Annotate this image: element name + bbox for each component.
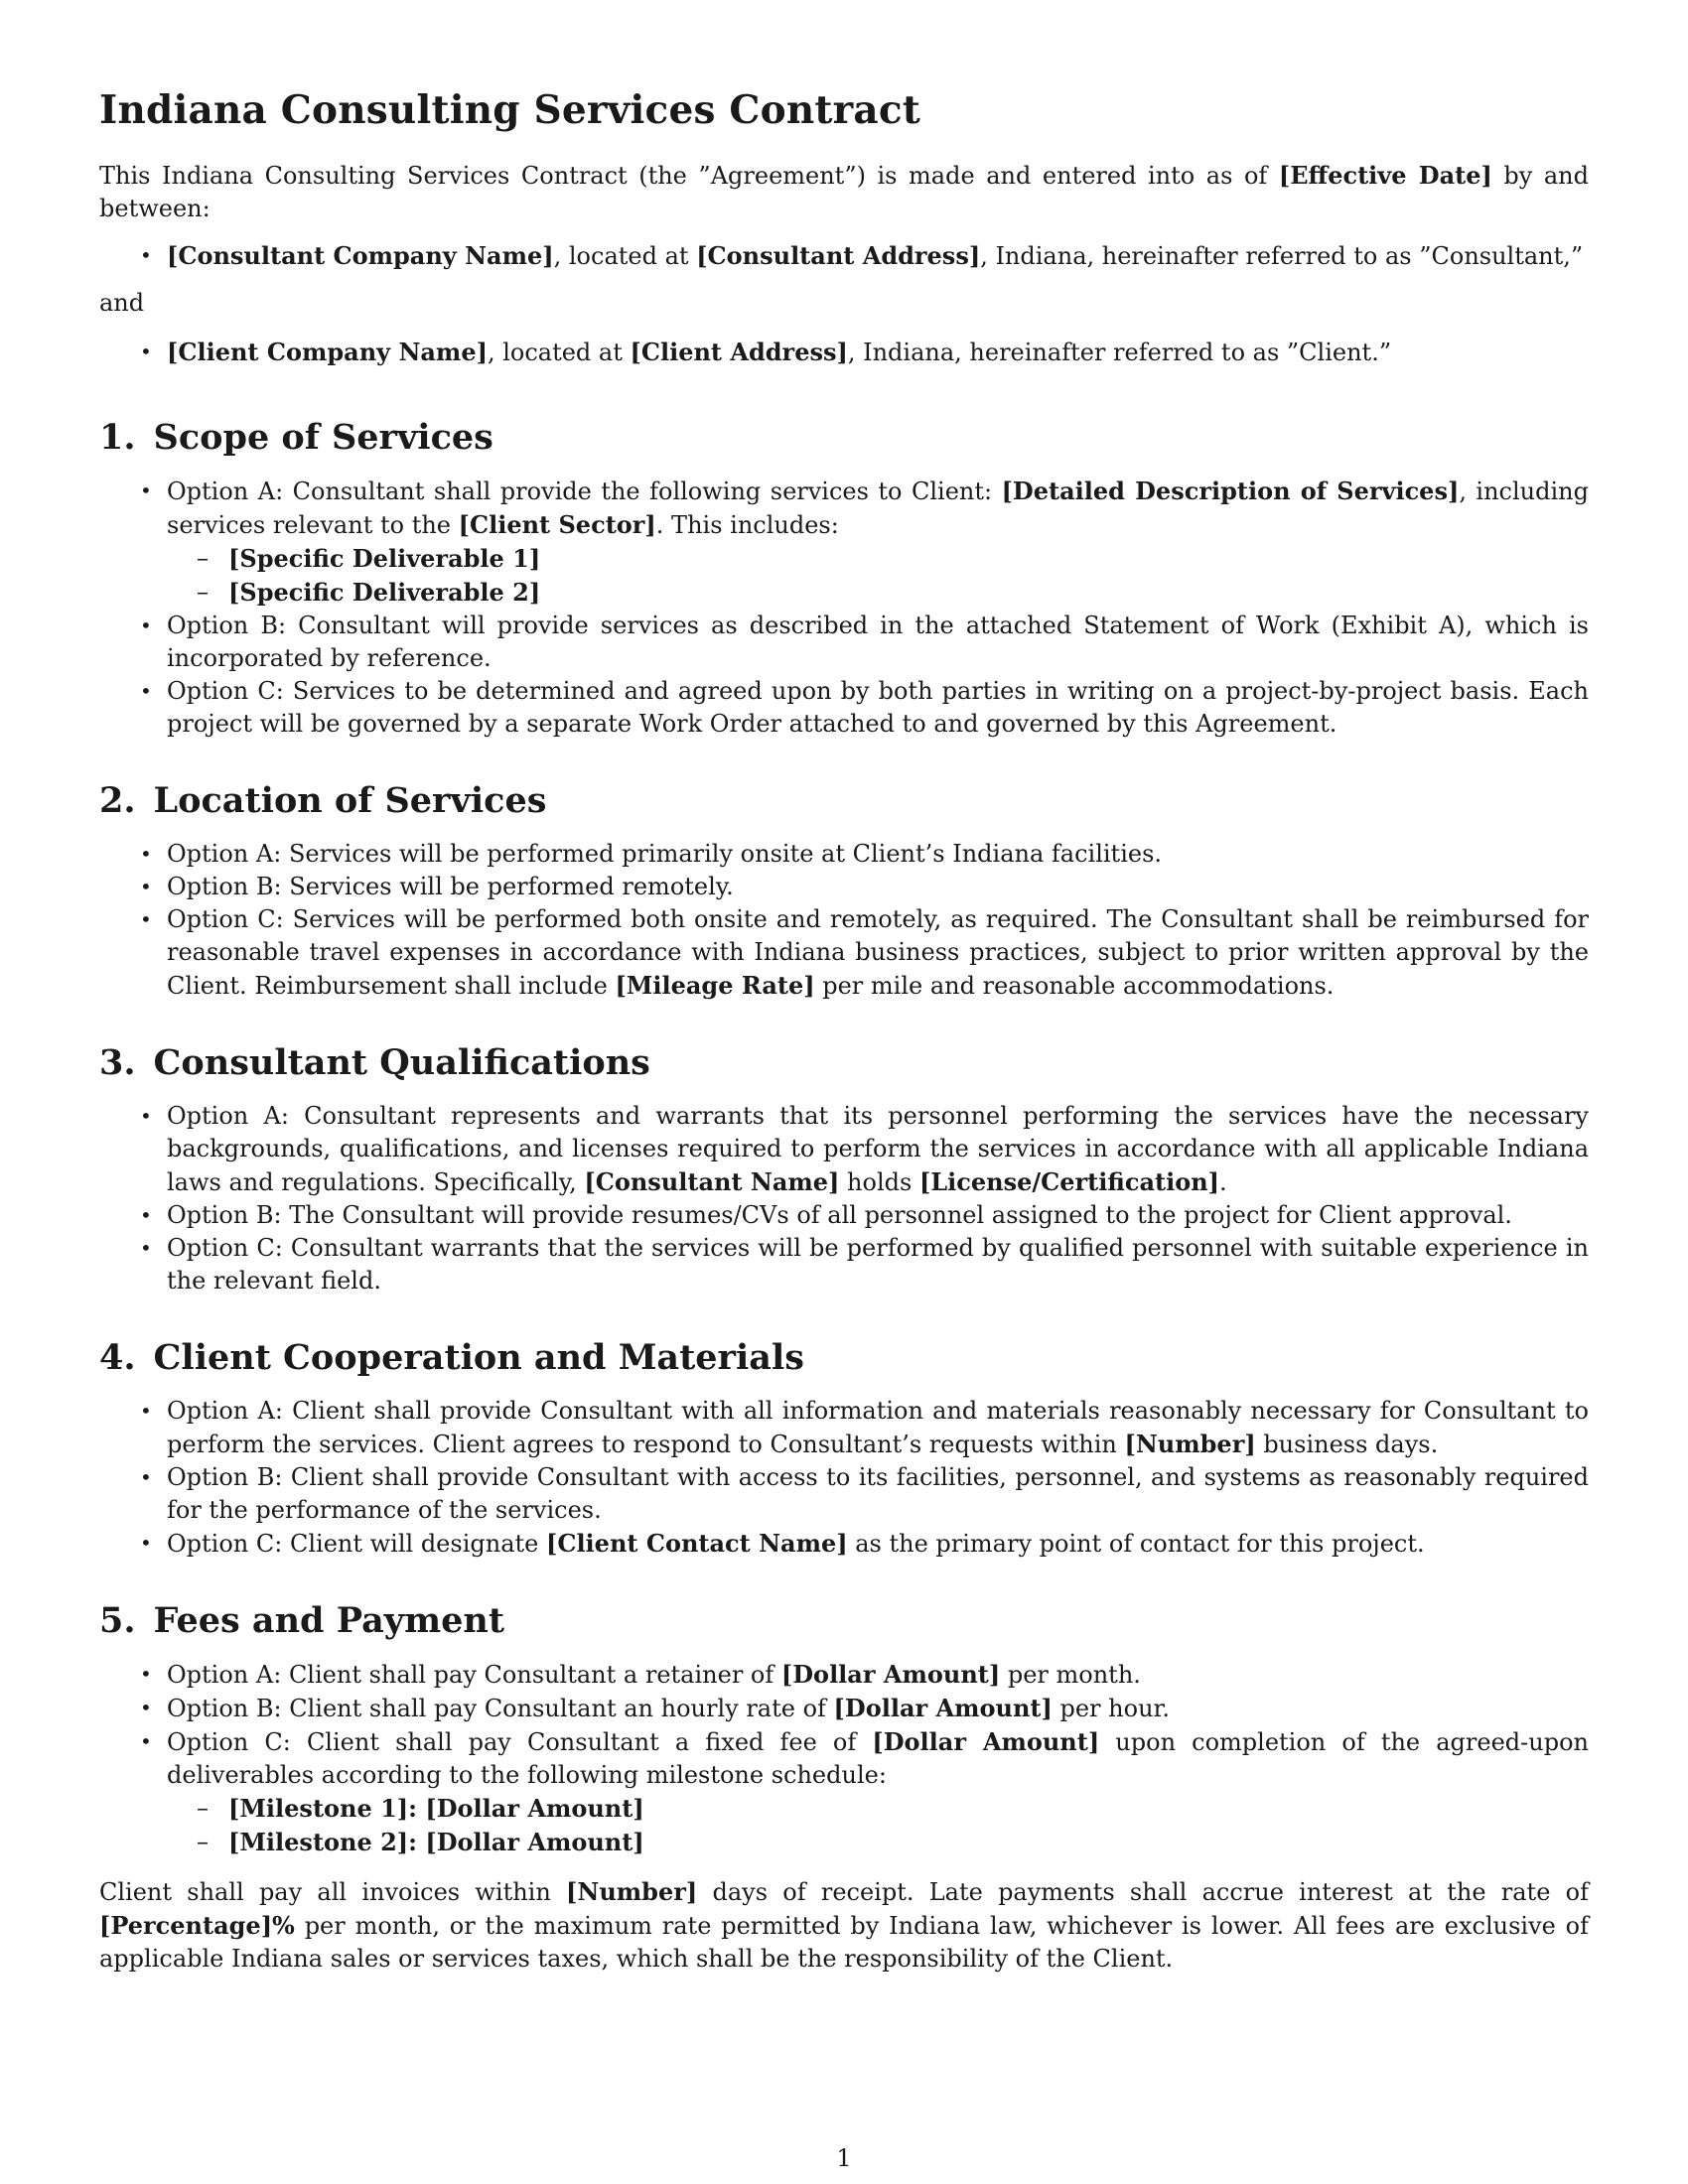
option-text: business days. (1255, 1431, 1439, 1458)
option-item: • Option C: Services to be determined and agreed upon by both parties in writing on a project-by-project basis. Each project will be governed by a separate Work Order attached to and governed by this Agreement. (99, 675, 1589, 741)
client-address-placeholder: [Client Address] (630, 338, 848, 366)
section-number: 5. (99, 1600, 136, 1641)
document-page (99, 87, 1589, 1976)
milestone-item (167, 1826, 1589, 1859)
section-heading-fees (99, 1600, 1589, 1642)
option-item (99, 1527, 1589, 1561)
section-number: 3. (99, 1042, 136, 1083)
party-text: , located at (487, 339, 631, 366)
option-text: holds (839, 1168, 919, 1196)
option-list (99, 475, 1589, 741)
option-text: as the primary point of contact for this project. (847, 1530, 1425, 1558)
option-text: , including services relevant to the (167, 478, 1589, 539)
option-text: Option A: Consultant shall provide the following services to Client: (167, 478, 1002, 505)
section-title: Scope of Services (153, 417, 493, 458)
placeholder-field: [Client Contact Name] (545, 1529, 848, 1558)
section-heading-location (99, 780, 1589, 822)
party-text: , Indiana, hereinafter referred to as ”Consultant,” (980, 242, 1584, 270)
section-title: Client Cooperation and Materials (153, 1337, 804, 1378)
option-item: • Option B: The Consultant will provide resumes/CVs of all personnel assigned to the project for Client approval. (99, 1199, 1589, 1232)
party-text: , located at (553, 242, 697, 270)
option-item (99, 475, 1589, 610)
party-list (99, 336, 1589, 369)
option-item (99, 1658, 1589, 1692)
party-text: , Indiana, hereinafter referred to as ”Client.” (847, 339, 1392, 366)
option-text: Option A: Client shall pay Consultant a retainer of (167, 1661, 781, 1689)
effective-date-placeholder: [Effective Date] (1278, 161, 1492, 190)
option-text: Option A: Client shall provide Consultant with all information and materials reasonably necessary for Consultant to perform the services. Client agrees to respond to Consultant’s requests within (167, 1397, 1589, 1458)
section-heading-qualifications (99, 1042, 1589, 1084)
placeholder-field: [Number] (1124, 1430, 1256, 1458)
section-number: 1. (99, 417, 136, 458)
placeholder-field: [Dollar Amount] (833, 1694, 1053, 1722)
payment-terms-paragraph (99, 1875, 1589, 1976)
option-item (99, 1725, 1589, 1859)
placeholder-field: [License/Certification] (918, 1167, 1220, 1196)
option-item: • Option A: Services will be performed primarily onsite at Client’s Indiana facilities. (99, 838, 1589, 871)
option-text: . This includes: (655, 511, 839, 539)
sub-list (167, 542, 1589, 610)
option-text: per hour. (1052, 1695, 1170, 1722)
party-list (99, 239, 1589, 273)
option-text: Option C: Client will designate (167, 1530, 546, 1558)
placeholder-field: [Dollar Amount] (780, 1660, 1001, 1689)
option-list (99, 838, 1589, 1003)
placeholder-field: [Number] (566, 1877, 698, 1906)
consultant-address-placeholder: [Consultant Address] (696, 241, 981, 270)
option-item (99, 1395, 1589, 1461)
option-item (99, 1692, 1589, 1725)
placeholder-field: [Milestone 1]: [Dollar Amount] (228, 1794, 644, 1823)
page-number: 1 (836, 2144, 852, 2172)
placeholder-field: [Specific Deliverable 1] (228, 544, 541, 573)
document-title: Indiana Consulting Services Contract (99, 87, 921, 133)
milestone-item (167, 1792, 1589, 1826)
section-heading-cooperation (99, 1337, 1589, 1379)
paragraph-text: Client shall pay all invoices within (99, 1878, 567, 1906)
option-item: • Option B: Client shall provide Consultant with access to its facilities, personnel, and systems as reasonably required for the performance of the services. (99, 1461, 1589, 1527)
placeholder-field: [Dollar Amount] (872, 1727, 1100, 1756)
section-number: 4. (99, 1337, 136, 1378)
milestone-list (167, 1792, 1589, 1859)
placeholder-field: [Detailed Description of Services] (1001, 477, 1460, 505)
option-text: Option C: Client shall pay Consultant a fixed fee of (167, 1728, 873, 1756)
placeholder-field: [Client Sector] (458, 510, 656, 539)
consultant-company-placeholder: [Consultant Company Name] (167, 241, 554, 270)
option-text: Option A: Consultant represents and warrants that its personnel performing the services have the necessary backgrounds, qualifications, and licenses required to perform the services in accordance with all applicable Indiana laws and regulations. Specifically, (167, 1102, 1589, 1196)
section-title: Consultant Qualifications (153, 1042, 650, 1083)
intro-text: This Indiana Consulting Services Contract (the ”Agreement”) is made and entered into as of (99, 162, 1279, 190)
section-title: Location of Services (153, 780, 547, 821)
party-client (99, 336, 1589, 369)
sub-item (167, 542, 1589, 576)
and-connector: and (99, 289, 145, 317)
option-item: • Option B: Services will be performed remotely. (99, 871, 1589, 903)
paragraph-text: per month, or the maximum rate permitted by Indiana law, whichever is lower. All fees are exclusive of applicable Indiana sales or services taxes, which shall be the responsibility of the Client. (99, 1912, 1589, 1973)
paragraph-text: days of receipt. Late payments shall accrue interest at the rate of (697, 1878, 1589, 1906)
option-list (99, 1658, 1589, 1859)
placeholder-field: [Consultant Name] (584, 1167, 840, 1196)
client-company-placeholder: [Client Company Name] (167, 338, 488, 366)
option-list (99, 1395, 1589, 1561)
option-text: upon completion of the agreed-upon deliverables according to the following milestone schedule: (167, 1728, 1589, 1789)
placeholder-field: [Mileage Rate] (615, 971, 815, 1000)
intro-paragraph (99, 159, 1589, 225)
option-text: Option C: Services will be performed both onsite and remotely, as required. The Consultant shall be reimbursed for reasonable travel expenses in accordance with Indiana business practices, subject to prior written approval by the Client. Reimbursement shall include (167, 905, 1589, 1000)
option-text: per month. (1000, 1661, 1141, 1689)
section-number: 2. (99, 780, 136, 821)
option-item (99, 903, 1589, 1003)
section-heading-scope (99, 417, 1589, 459)
option-item (99, 1100, 1589, 1199)
placeholder-field: [Milestone 2]: [Dollar Amount] (228, 1828, 644, 1856)
option-text: per mile and reasonable accommodations. (814, 972, 1335, 1000)
option-item: • Option B: Consultant will provide services as described in the attached Statement of Work (Exhibit A), which is incorporated by reference. (99, 610, 1589, 675)
option-text: . (1219, 1168, 1227, 1196)
option-item: • Option C: Consultant warrants that the services will be performed by qualified personnel with suitable experience in the relevant field. (99, 1232, 1589, 1297)
section-title: Fees and Payment (153, 1600, 504, 1641)
placeholder-field: [Specific Deliverable 2] (228, 578, 541, 607)
sub-item (167, 576, 1589, 610)
option-list (99, 1100, 1589, 1297)
option-text: Option B: Client shall pay Consultant an hourly rate of (167, 1695, 834, 1722)
intro-text: by and between: (99, 162, 1589, 222)
party-consultant (99, 239, 1589, 273)
placeholder-field: [Percentage]% (99, 1911, 295, 1940)
